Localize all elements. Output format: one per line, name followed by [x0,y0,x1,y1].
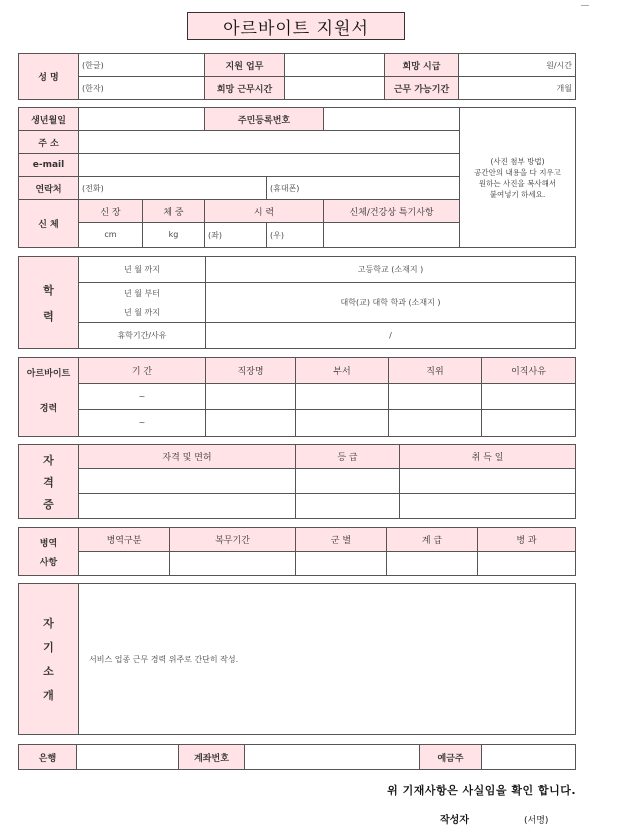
hours-field[interactable] [285,77,385,100]
body-label: 신 체 [19,200,79,248]
intro-label: 자 기 소 개 [19,584,79,735]
career-dept-field[interactable] [296,410,389,437]
career-company-field[interactable] [206,384,296,410]
signature-mark[interactable]: (서명) [523,816,549,826]
name-hanja-field[interactable]: (한자) [79,77,205,100]
leave-field[interactable]: / [206,323,576,349]
career-position-field[interactable] [389,410,482,437]
career-position-field[interactable] [389,384,482,410]
career-reason-field[interactable] [482,384,576,410]
address-field[interactable] [79,131,460,154]
signature-row [440,811,548,826]
basic-info-table [18,53,576,100]
career-header-dept: 부서 [296,358,389,384]
career-period-field[interactable]: ~ [79,384,206,410]
page-title: 아르바이트 지원서 [187,12,405,40]
period-field[interactable]: 개월 [459,77,576,100]
career-label: 아르바이트 경력 [19,358,79,437]
certificate-table [18,444,576,519]
table-row [19,469,576,494]
holder-label: 예금주 [420,745,482,770]
cert-date-field[interactable] [400,469,576,494]
cert-name-field[interactable] [79,469,296,494]
hs-school[interactable]: 고등학교 (소재지 ) [206,257,576,283]
phone-field[interactable]: (전화) [79,177,267,200]
weight-header: 체 중 [143,200,205,223]
cert-header-name: 자격 및 면허 [79,445,296,469]
height-field[interactable]: cm [79,223,143,248]
univ-dates[interactable]: 년 월 부터 년 월 까지 [79,283,206,323]
military-branch-field[interactable] [296,552,387,576]
table-row [19,410,576,437]
contact-label: 연락처 [19,177,79,200]
military-specialty-field[interactable] [478,552,576,576]
account-label: 계좌번호 [179,745,245,770]
health-field[interactable] [324,223,460,248]
photo-note: (사진 첨부 방법) 공간안의 내용을 다 지우고 원하는 사진을 복사해서 붙여넣기 하세요. [474,156,561,199]
career-reason-field[interactable] [482,410,576,437]
cert-header-grade: 등 급 [296,445,400,469]
military-header-period: 복무기간 [170,528,296,552]
hs-date[interactable]: 년 월 까지 [79,257,206,283]
job-field[interactable] [285,54,385,77]
military-header-branch: 군 별 [296,528,387,552]
univ-school[interactable]: 대학(교) 대학 학과 (소재지 ) [206,283,576,323]
rrn-label: 주민등록번호 [205,108,324,131]
birth-label: 생년월일 [19,108,79,131]
bank-label: 은행 [19,745,77,770]
leave-label: 휴학기간/사유 [79,323,206,349]
military-header-specialty: 병 과 [478,528,576,552]
email-field[interactable] [79,154,460,177]
confirmation-text: 위 기재사항은 사실임을 확인 합니다. [387,784,576,797]
military-header-type: 병역구분 [79,528,170,552]
intro-hint: 서비스 업종 근무 경력 위주로 간단히 작성. [89,654,239,664]
cert-grade-field[interactable] [296,469,400,494]
career-company-field[interactable] [206,410,296,437]
intro-table [18,583,576,735]
name-label: 성 명 [19,54,79,100]
career-header-position: 직위 [389,358,482,384]
weight-field[interactable]: kg [143,223,205,248]
email-label: e-mail [19,154,79,177]
career-header-company: 직장명 [206,358,296,384]
photo-area[interactable] [460,108,576,248]
job-label: 지원 업무 [205,54,285,77]
military-label: 병역 사항 [19,528,79,576]
military-rank-field[interactable] [387,552,478,576]
table-row [19,494,576,519]
page-corner-mark [581,5,589,6]
cert-header-date: 취 득 일 [400,445,576,469]
career-table [18,357,576,437]
military-type-field[interactable] [79,552,170,576]
bank-table [18,744,576,770]
personal-info-table [18,107,576,248]
height-header: 신 장 [79,200,143,223]
wage-field[interactable]: 원/시간 [459,54,576,77]
health-header: 신체/건강상 특기사항 [324,200,460,223]
bank-field[interactable] [77,745,179,770]
writer-label: 작성자 [440,815,469,826]
cert-date-field[interactable] [400,494,576,519]
table-row [19,552,576,576]
education-table [18,256,576,349]
address-label: 주 소 [19,131,79,154]
intro-field[interactable] [79,584,576,735]
mobile-field[interactable]: (휴대폰) [267,177,460,200]
cert-name-field[interactable] [79,494,296,519]
certificate-label: 자 격 증 [19,445,79,519]
table-row [19,384,576,410]
military-period-field[interactable] [170,552,296,576]
birth-field[interactable] [79,108,205,131]
career-header-period: 기 간 [79,358,206,384]
cert-grade-field[interactable] [296,494,400,519]
career-dept-field[interactable] [296,384,389,410]
career-period-field[interactable]: ~ [79,410,206,437]
education-label: 학 력 [19,257,79,349]
period-label: 근무 가능기간 [385,77,459,100]
rrn-field[interactable] [324,108,460,131]
wage-label: 희망 시급 [385,54,459,77]
career-header-reason: 이직사유 [482,358,576,384]
military-table [18,527,576,576]
holder-field[interactable] [482,745,576,770]
military-header-rank: 계 급 [387,528,478,552]
hours-label: 희망 근무시간 [205,77,285,100]
left-eye-field[interactable]: (좌) [205,223,267,248]
account-field[interactable] [245,745,420,770]
right-eye-field[interactable]: (우) [267,223,324,248]
vision-header: 시 력 [205,200,324,223]
name-korean-field[interactable]: (한글) [79,54,205,77]
